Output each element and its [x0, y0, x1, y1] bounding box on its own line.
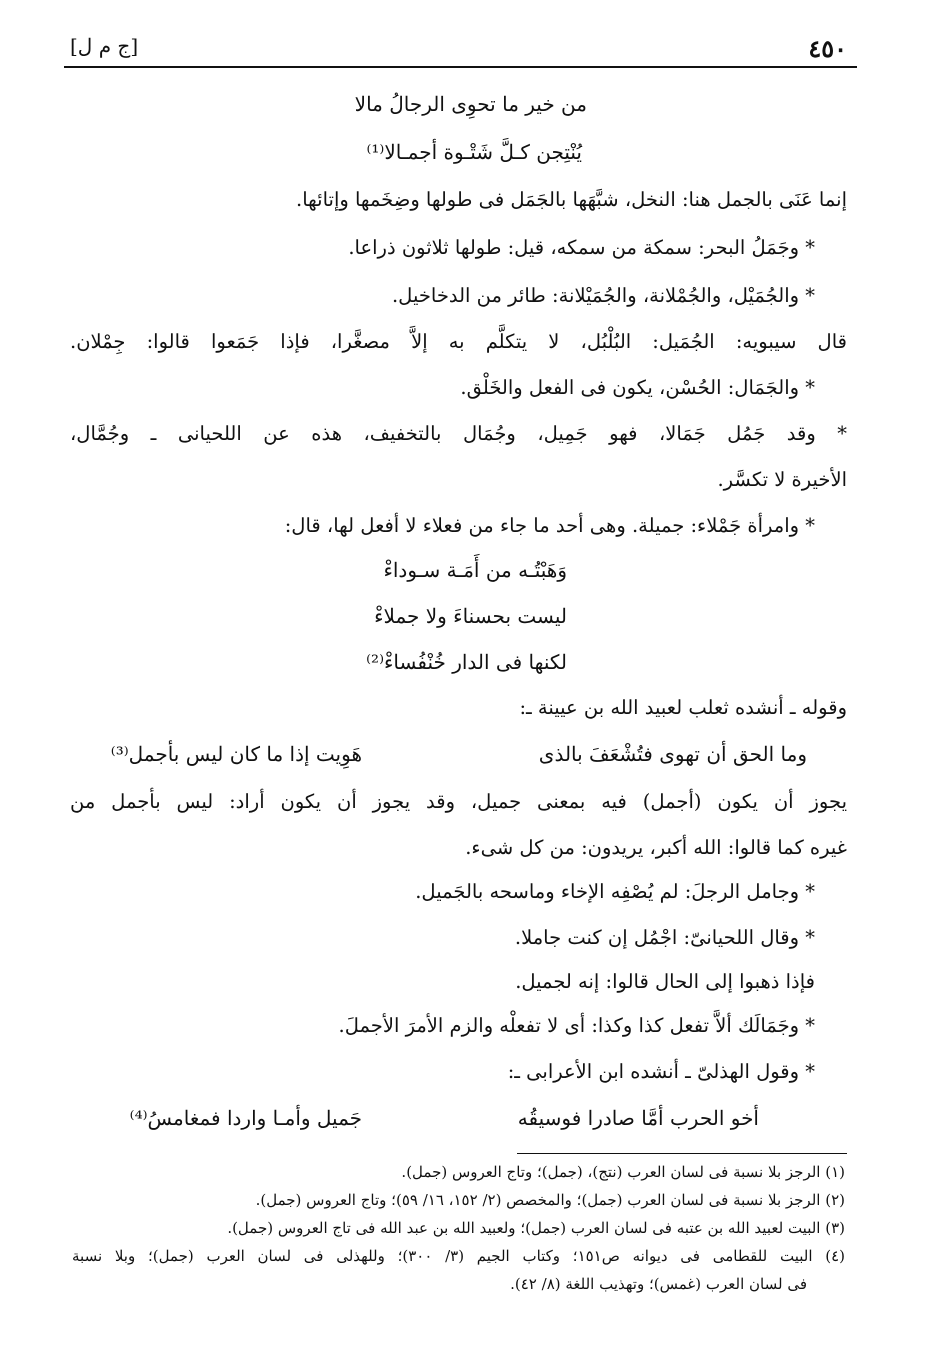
- paragraph-line: * والجَمَال: الحُسْن، يكون فى الفعل والخَلْق.: [460, 376, 815, 399]
- footnote: (٤) البيت للقطامى فى ديوانه ص١٥١؛ وكتاب الجيم (٣/ ٣٠٠)؛ وللهذلى فى لسان العرب (جمل)؛ وبلا نسبة: [72, 1247, 845, 1265]
- verse-hemistich-left: هَوِيت إذا ما كان ليس بأجمل⁽³⁾: [110, 742, 362, 766]
- header-rule: [64, 66, 857, 68]
- footnote: (١) الرجز بلا نسبة فى لسان العرب (نتج)، (جمل)؛ وتاج العروس (جمل).: [401, 1163, 845, 1181]
- page-number: ٤٥٠: [808, 34, 847, 63]
- paragraph-line: * وجامل الرجلَ: لم يُصْفِه الإخاء وماسحه بالجَميل.: [415, 880, 815, 903]
- paragraph-line: إنما عَنَى بالجمل هنا: النخل، شبَّهَها بالجَمَل فى طولها وضِخَمها وإتائها.: [296, 188, 847, 211]
- paragraph-line: فإذا ذهبوا إلى الحال قالوا: إنه لجميل.: [515, 970, 815, 993]
- paragraph-line: الأخيرة لا تكسَّر.: [717, 468, 847, 491]
- paragraph-line: * وجَمَالَك ألاَّ تفعل كذا وكذا: أى لا تفعلْه والزم الأمرَ الأجملَ.: [338, 1014, 815, 1037]
- verse-line: ليست بحسناءَ ولا جملاءْ: [374, 604, 567, 628]
- footnote: (٢) الرجز بلا نسبة فى لسان العرب (جمل)؛ والمخصص (٢/ ١٥٢، ١٦/ ٥٩)؛ وتاج العروس (جمل).: [255, 1191, 845, 1209]
- paragraph-line: يجوز أن يكون (أجمل) فيه بمعنى جميل، وقد يجوز أن يكون أراد: ليس بأجمل من: [70, 790, 847, 813]
- verse-hemistich-left: جَميل وأمـا واردا فمغامسُ⁽⁴⁾: [129, 1106, 362, 1130]
- footnote-rule: [517, 1153, 847, 1154]
- paragraph-line: وقوله ـ أنشده ثعلب لعبيد الله بن عيينة ـ:: [519, 696, 847, 719]
- footnote: (٣) البيت لعبيد الله بن عتبه فى لسان العرب (جمل)؛ ولعبيد الله بن عبد الله فى تاج العروس (جمل).: [227, 1219, 845, 1237]
- paragraph-line: قال سيبويه: الجُمَيل: البُلْبُل، لا يتكلَّم به إلاَّ مصغَّرا، فإذا جَمَعوا قالوا: جِمْلان.: [70, 330, 847, 353]
- paragraph-line: * وقد جَمُل جَمَالا، فهو جَمِيل، وجُمَال بالتخفيف، هذه عن اللحيانى ـ وجُمَّال،: [70, 422, 847, 445]
- paragraph-line: * وامرأة جَمْلاء: جميلة. وهى أحد ما جاء من فعلاء لا أفعل لها، قال:: [284, 514, 815, 537]
- verse-line: وَهَبْتُـه من أَمَـة سـوداءْ: [383, 558, 567, 582]
- verse-line: لكنها فى الدار خُنْفُساءْ⁽²⁾: [366, 650, 567, 674]
- footnote-continuation: فى لسان العرب (غمس)؛ وتهذيب اللغة (٨/ ٤٢).: [510, 1275, 807, 1293]
- paragraph-line: * والجُمَيْل، والجُمْلانة، والجُمَيْلانة: طائر من الدخاخيل.: [391, 284, 815, 307]
- paragraph-line: * وقول الهذلىّ ـ أنشده ابن الأعرابى ـ:: [507, 1060, 815, 1083]
- root-heading: [ج م ل]: [70, 34, 139, 58]
- paragraph-line: غيره كما قالوا: الله أكبر، يريدون: من كل شىء.: [465, 836, 847, 859]
- verse-line: يُنْتِجن كـلَّ شَتْـوة أجمـالا⁽¹⁾: [366, 140, 582, 164]
- verse-hemistich-right: وما الحق أن تهوى فتُشْعَفَ بالذى: [538, 742, 807, 766]
- paragraph-line: * وقال اللحيانىّ: اجْمُل إن كنت جاملا.: [514, 926, 815, 949]
- paragraph-line: * وجَمَلُ البحر: سمكة من سمكه، قيل: طولها ثلاثون ذراعا.: [348, 236, 815, 259]
- verse-hemistich-right: أخو الحرب أمَّا صادرا فوسيقُه: [517, 1106, 759, 1130]
- verse-line: من خير ما تحوِى الرجالُ مالا: [354, 92, 587, 116]
